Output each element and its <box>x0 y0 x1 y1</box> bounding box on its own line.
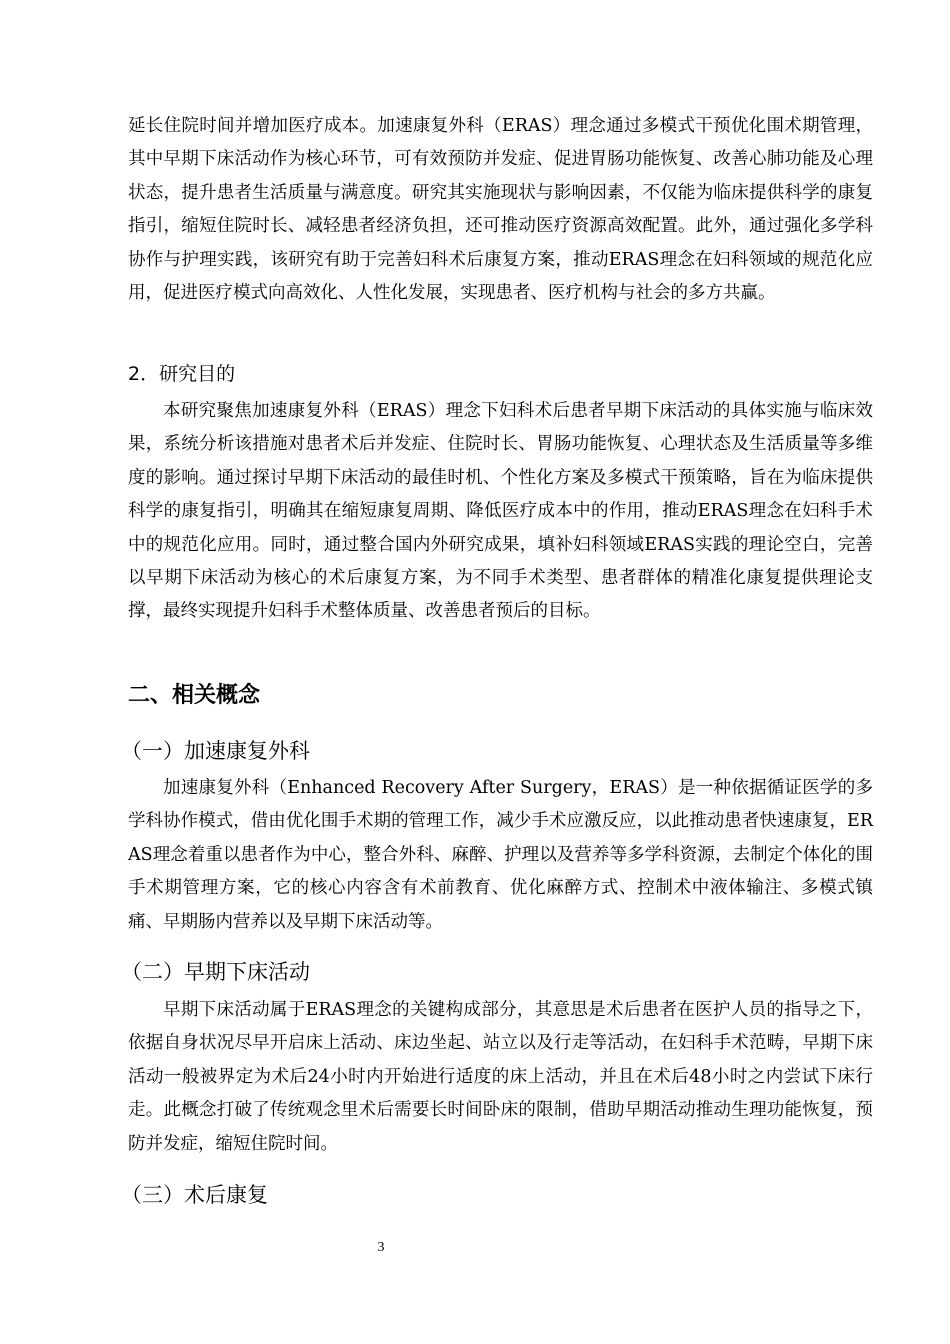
page-number: 3 <box>377 1240 385 1255</box>
early-ambulation-paragraph: 早期下床活动属于ERAS理念的关键构成部分，其意思是术后患者在医护人员的指导之下，依据自身状况尽早开启床上活动、床边坐起、站立以及行走等活动，在妇科手术范畴，早期下床活动一般被界定为术后24小时内开始进行适度的床上活动，并且在术后48小时之内尝试下床行走。此概念打破了传统观念里术后需要长时间卧床的限制，借助早期活动推动生理功能恢复，预防并发症，缩短住院时间。 <box>128 1000 873 1154</box>
subsection-heading-early-ambulation: （二）早期下床活动 <box>121 960 310 984</box>
subsection-heading-eras: （一）加速康复外科 <box>121 739 310 763</box>
chapter-heading-related-concepts: 二、相关概念 <box>128 683 261 708</box>
intro-continued-paragraph: 延长住院时间并增加医疗成本。加速康复外科（ERAS）理念通过多模式干预优化围术期管理，其中早期下床活动作为核心环节，可有效预防并发症、促进胃肠功能恢复、改善心肺功能及心理状态，提升患者生活质量与满意度。研究其实施现状与影响因素，不仅能为临床提供科学的康复指引，缩短住院时长、减轻患者经济负担，还可推动医疗资源高效配置。此外，通过强化多学科协作与护理实践，该研究有助于完善妇科术后康复方案，推动ERAS理念在妇科领域的规范化应用，促进医疗模式向高效化、人性化发展，实现患者、医疗机构与社会的多方共赢。 <box>128 116 873 304</box>
subsection-heading-postop-recovery: （三）术后康复 <box>121 1183 268 1207</box>
section-heading-research-purpose: 2．研究目的 <box>128 363 236 385</box>
eras-definition-paragraph: 加速康复外科（Enhanced Recovery After Surgery，ERAS）是一种依据循证医学的多学科协作模式，借由优化围手术期的管理工作，减少手术应激反应，以此推动患者快速康复，ERAS理念着重以患者作为中心，整合外科、麻醉、护理以及营养等多学科资源，去制定个体化的围手术期管理方案，它的核心内容含有术前教育、优化麻醉方式、控制术中液体输注、多模式镇痛、早期肠内营养以及早期下床活动等。 <box>128 778 873 932</box>
research-purpose-paragraph: 本研究聚焦加速康复外科（ERAS）理念下妇科术后患者早期下床活动的具体实施与临床效果，系统分析该措施对患者术后并发症、住院时长、胃肠功能恢复、心理状态及生活质量等多维度的影响。通过探讨早期下床活动的最佳时机、个性化方案及多模式干预策略，旨在为临床提供科学的康复指引，明确其在缩短康复周期、降低医疗成本中的作用，推动ERAS理念在妇科手术中的规范化应用。同时，通过整合国内外研究成果，填补妇科领域ERAS实践的理论空白，完善以早期下床活动为核心的术后康复方案，为不同手术类型、患者群体的精准化康复提供理论支撑，最终实现提升妇科手术整体质量、改善患者预后的目标。 <box>128 401 873 622</box>
